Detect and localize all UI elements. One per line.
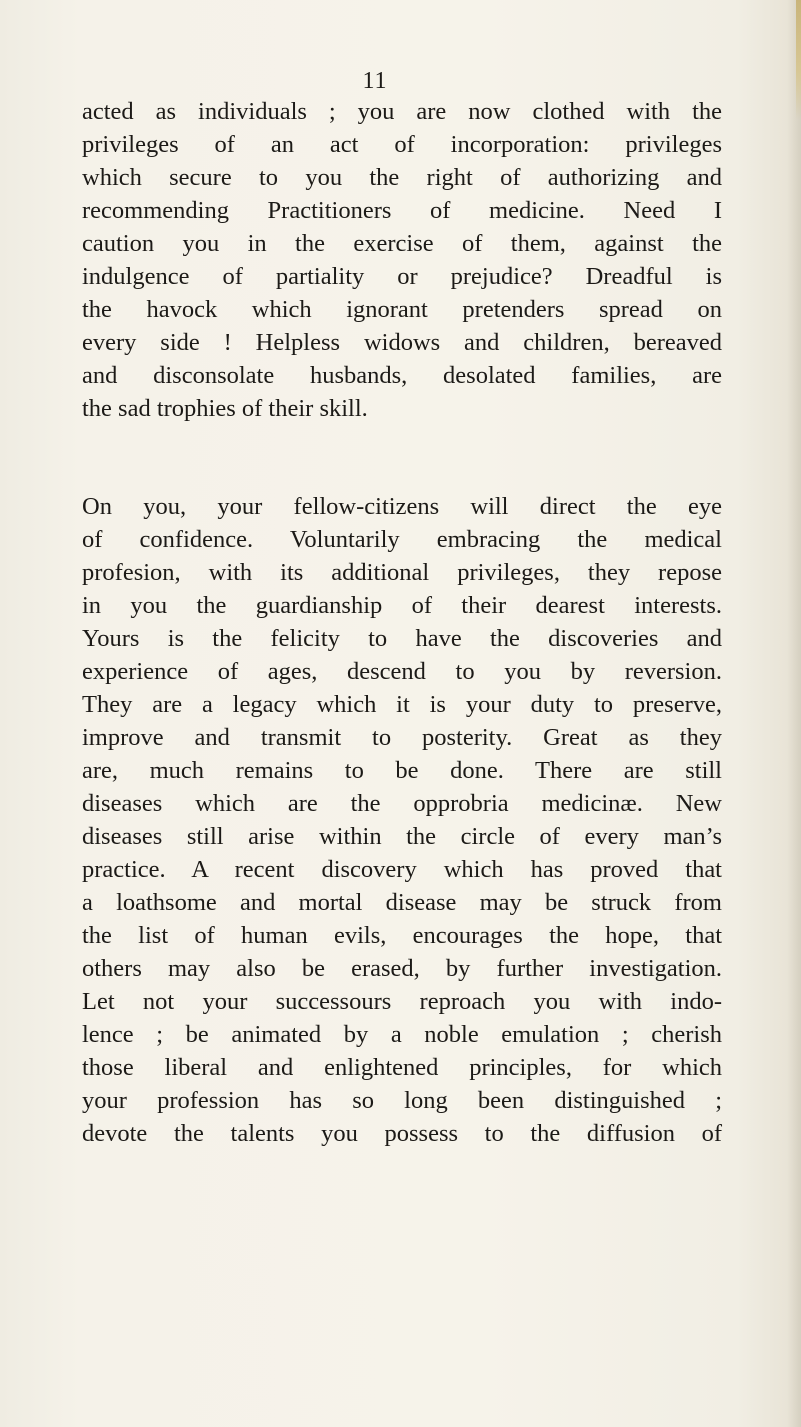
text-line: lence ; be animated by a noble emulation ; cherish xyxy=(82,1021,722,1048)
page-edge-shadow xyxy=(787,0,801,1427)
text-line: the list of human evils, encourages the hope, that xyxy=(82,922,722,949)
paragraph-2 xyxy=(82,490,722,1150)
text-line: indulgence of partiality or prejudice? Dreadful is xyxy=(82,263,722,290)
text-line: which secure to you the right of authorizing and xyxy=(82,164,722,191)
text-line: privileges of an act of incorporation: privileges xyxy=(82,131,722,158)
page-number: 11 xyxy=(362,68,388,94)
text-line: a loathsome and mortal disease may be struck from xyxy=(82,889,722,916)
text-line: in you the guardianship of their dearest interests. xyxy=(82,592,722,619)
text-line: caution you in the exercise of them, against the xyxy=(82,230,722,257)
paragraph-1 xyxy=(82,95,722,425)
text-line: acted as individuals ; you are now clothed with the xyxy=(82,98,722,125)
text-line: of confidence. Voluntarily embracing the medical xyxy=(82,526,722,553)
text-line: your profession has so long been distinguished ; xyxy=(82,1087,722,1114)
text-line: the sad trophies of their skill. xyxy=(82,395,368,422)
text-line: diseases which are the opprobria medicinæ. New xyxy=(82,790,722,817)
text-line: profesion, with its additional privileges, they repose xyxy=(82,559,722,586)
text-line: and disconsolate husbands, desolated families, are xyxy=(82,362,722,389)
text-line: experience of ages, descend to you by reversion. xyxy=(82,658,722,685)
text-line: Yours is the felicity to have the discoveries and xyxy=(82,625,722,652)
text-line: Let not your successours reproach you with indo- xyxy=(82,988,722,1015)
text-line: recommending Practitioners of medicine. Need I xyxy=(82,197,722,224)
text-line: On you, your fellow-citizens will direct the eye xyxy=(82,493,722,520)
text-line: are, much remains to be done. There are still xyxy=(82,757,722,784)
text-line: devote the talents you possess to the diffusion of xyxy=(82,1120,722,1147)
text-line: those liberal and enlightened principles, for which xyxy=(82,1054,722,1081)
text-line: diseases still arise within the circle of every man’s xyxy=(82,823,722,850)
text-line: others may also be erased, by further investigation. xyxy=(82,955,722,982)
text-line: They are a legacy which it is your duty to preserve, xyxy=(82,691,722,718)
text-line: the havock which ignorant pretenders spread on xyxy=(82,296,722,323)
text-line: every side ! Helpless widows and children, bereaved xyxy=(82,329,722,356)
page-edge-stain xyxy=(796,0,801,120)
text-line: practice. A recent discovery which has proved that xyxy=(82,856,722,883)
text-line: improve and transmit to posterity. Great as they xyxy=(82,724,722,751)
